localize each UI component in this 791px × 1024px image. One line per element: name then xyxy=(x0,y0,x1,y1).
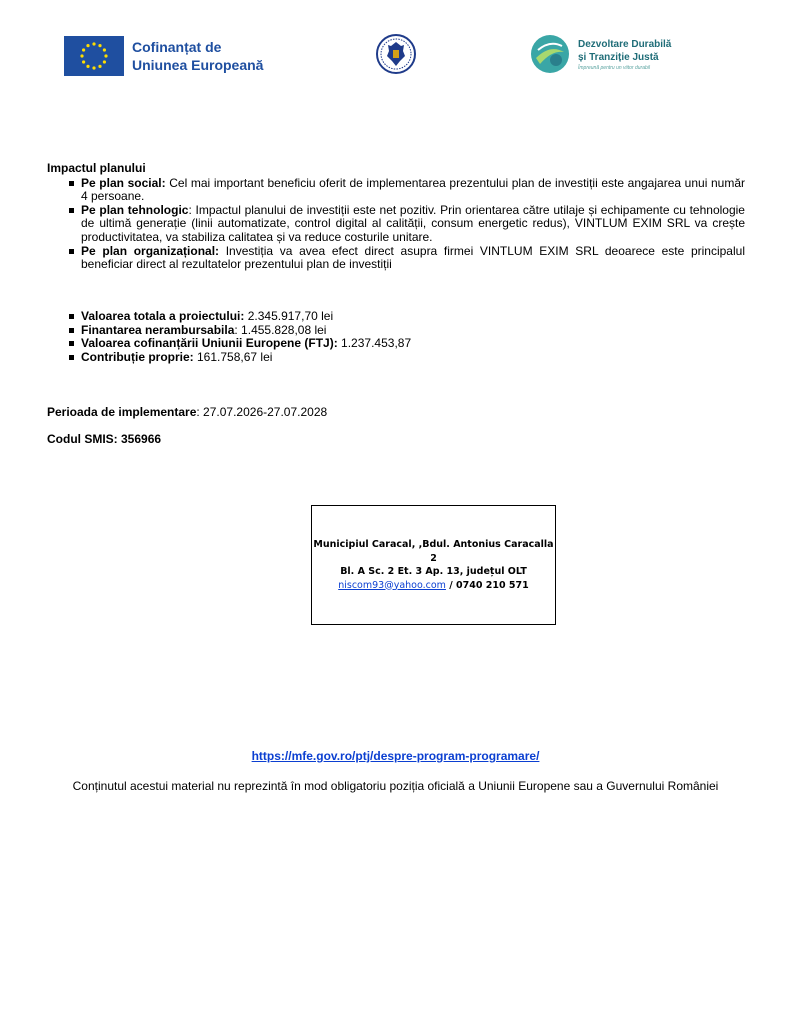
contact-address-line2: Bl. A Sc. 2 Et. 3 Ap. 13, județul OLT xyxy=(340,566,527,577)
impact-item-organizational xyxy=(47,245,745,272)
disclaimer: Conținutul acestui material nu reprezintă în mod obligatoriu poziția oficială a Uniunii Europene sau a Guvernului României xyxy=(72,779,719,793)
dd-logo-tagline: Împreună pentru un viitor durabil xyxy=(578,65,650,71)
bullet-square-icon xyxy=(69,208,74,213)
impact-list xyxy=(47,177,745,272)
impact-item-social xyxy=(47,177,745,204)
value-amount: 161.758,67 lei xyxy=(193,349,273,364)
contact-email-link[interactable]: niscom93@yahoo.com xyxy=(338,579,446,591)
smis-code: Codul SMIS: 356966 xyxy=(47,432,162,446)
bullet-square-icon xyxy=(69,181,74,186)
bullet-square-icon xyxy=(69,314,74,319)
romania-coat-of-arms-icon xyxy=(376,34,416,74)
impact-item-text: Cel mai important beneficiu oferit de implementarea prezentului plan de investiții este angajarea unui număr 4 persoane. xyxy=(81,175,745,204)
project-values xyxy=(47,310,745,364)
value-item-total xyxy=(47,310,745,324)
impact-item-label: Pe plan social: xyxy=(81,175,166,190)
period-label: Perioada de implementare xyxy=(47,405,197,419)
value-amount: 1.237.453,87 xyxy=(337,336,412,351)
dezvoltare-durabila-logo-icon xyxy=(530,34,570,74)
period-value: : 27.07.2026-27.07.2028 xyxy=(196,405,328,419)
dd-logo-line2: și Tranziție Justă xyxy=(578,52,659,63)
implementation-period xyxy=(47,405,327,419)
value-label: Contribuție proprie: xyxy=(81,349,194,364)
bullet-square-icon xyxy=(69,249,74,254)
value-item-contributie xyxy=(47,351,745,365)
eu-flag-icon xyxy=(64,36,124,76)
impact-item-tehnologic xyxy=(47,204,745,245)
value-amount: : 1.455.828,08 lei xyxy=(234,322,327,337)
value-label: Valoarea totala a proiectului: xyxy=(81,309,245,323)
header xyxy=(0,0,791,110)
bullet-square-icon xyxy=(69,355,74,360)
eu-logo-line2: Uniunea Europeană xyxy=(132,57,264,73)
value-label: Finantarea nerambursabila xyxy=(81,322,235,337)
eu-logo-text xyxy=(132,38,263,74)
program-link[interactable]: https://mfe.gov.ro/ptj/despre-program-programare/ xyxy=(251,749,540,763)
value-label: Valoarea cofinanțării Uniunii Europene (FTJ): xyxy=(81,336,338,351)
value-item-nerambursabila xyxy=(47,324,745,338)
impact-item-text: : Impactul planului de investiții este net pozitiv. Prin orientarea către utilaje și echipamente cu tehnologie de ultimă generație (linii automatizate, control digital al calității, consum energetic redus), VINTLUM EXIM SRL va crește productivitatea, va stabiliza calitatea și va reduce costurile unitare. xyxy=(81,202,745,244)
value-amount: 2.345.917,70 lei xyxy=(244,309,334,323)
impact-item-label: Pe plan organizațional: xyxy=(81,243,220,258)
contact-box xyxy=(311,505,556,625)
impact-item-label: Pe plan tehnologic xyxy=(81,202,189,217)
contact-phone: / 0740 210 571 xyxy=(445,579,529,591)
bullet-square-icon xyxy=(69,341,74,346)
program-link-container xyxy=(0,749,791,763)
impact-item-text: Investiția va avea efect direct asupra firmei VINTLUM EXIM SRL deoarece este principalul beneficiar direct al rezultatelor prezentului plan de investiții xyxy=(81,243,745,272)
contact-address-line1: Municipiul Caracal, ,Bdul. Antonius Caracalla 2 xyxy=(313,539,554,564)
values-list xyxy=(47,310,745,364)
dd-logo-line1: Dezvoltare Durabilă xyxy=(578,39,672,50)
dd-logo-text xyxy=(578,38,671,64)
impact-title: Impactul planului xyxy=(47,161,146,175)
value-item-cofinantare-ue xyxy=(47,337,745,351)
eu-logo-line1: Cofinanțat de xyxy=(132,39,222,55)
impact-section xyxy=(47,162,745,272)
contact-line3 xyxy=(338,579,529,593)
bullet-square-icon xyxy=(69,328,74,333)
